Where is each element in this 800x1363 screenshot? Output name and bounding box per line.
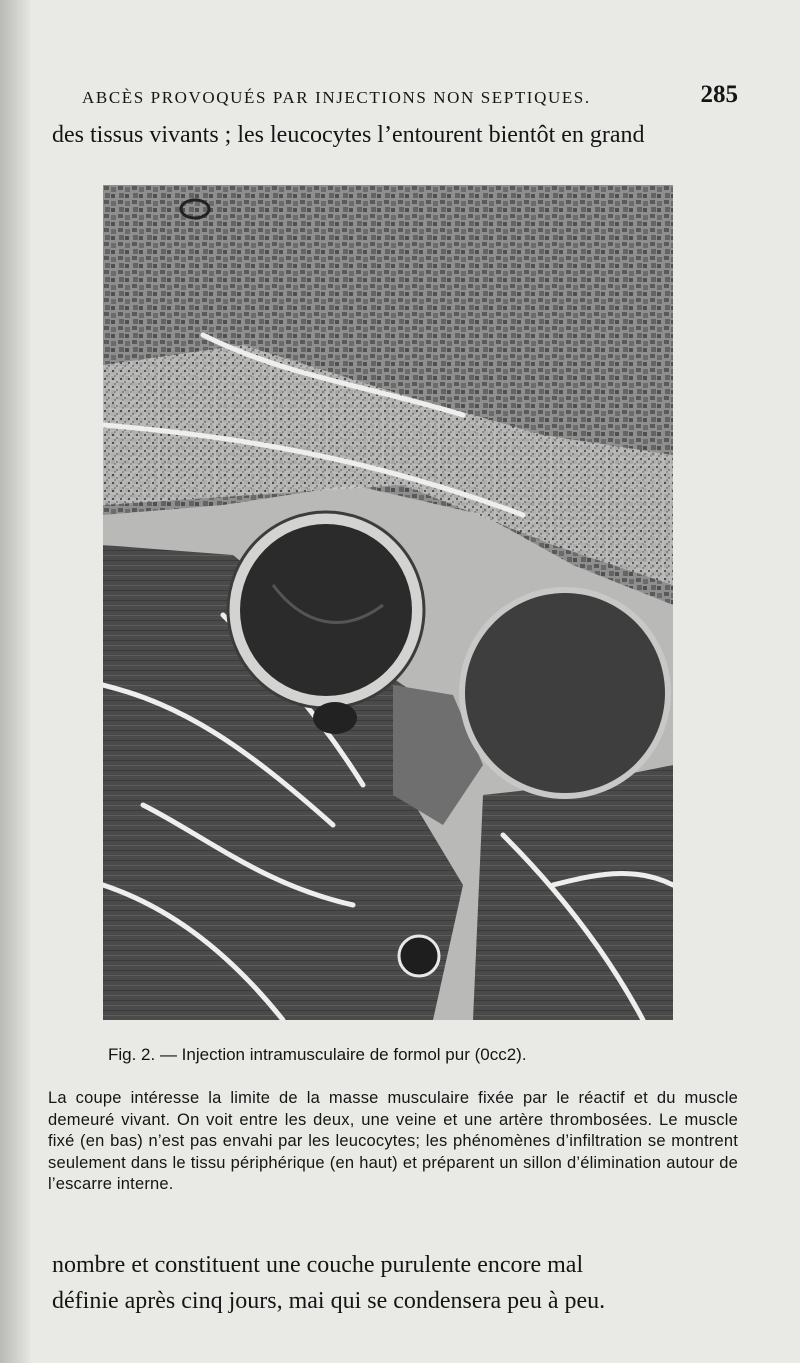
micrograph-illustration — [103, 185, 673, 1020]
body-text-line-bottom-2: définie après cinq jours, mai qui se condensera peu à peu. — [52, 1288, 606, 1314]
running-title: ABCÈS PROVOQUÉS PAR INJECTIONS NON SEPTIQUES. — [82, 88, 591, 107]
running-head — [82, 81, 738, 114]
page-number: 285 — [700, 81, 738, 108]
body-text-line-top: des tissus vivants ; les leucocytes l’entourent bientôt en grand — [52, 122, 645, 148]
figure-caption: Fig. 2. — Injection intramusculaire de formol pur (0cc2). — [108, 1045, 527, 1064]
figure-legend-text: La coupe intéresse la limite de la masse musculaire fixée par le réactif et du muscle demeuré vivant. On voit entre les deux, une veine et une artère thrombosées. Le muscle fixé (en bas) n’est pas envahi par les leucocytes; les phénomènes d’infiltration se montrent seulement dans le tissu périphérique (en haut) et préparent un sillon d’élimination autour de l’escarre interne. — [48, 1089, 738, 1194]
body-text-line-bottom-1: nombre et constituent une couche purulente encore mal — [52, 1252, 584, 1278]
figure-legend — [48, 1088, 738, 1196]
histology-figure — [103, 185, 673, 1020]
page-edge-shadow — [0, 0, 30, 1363]
